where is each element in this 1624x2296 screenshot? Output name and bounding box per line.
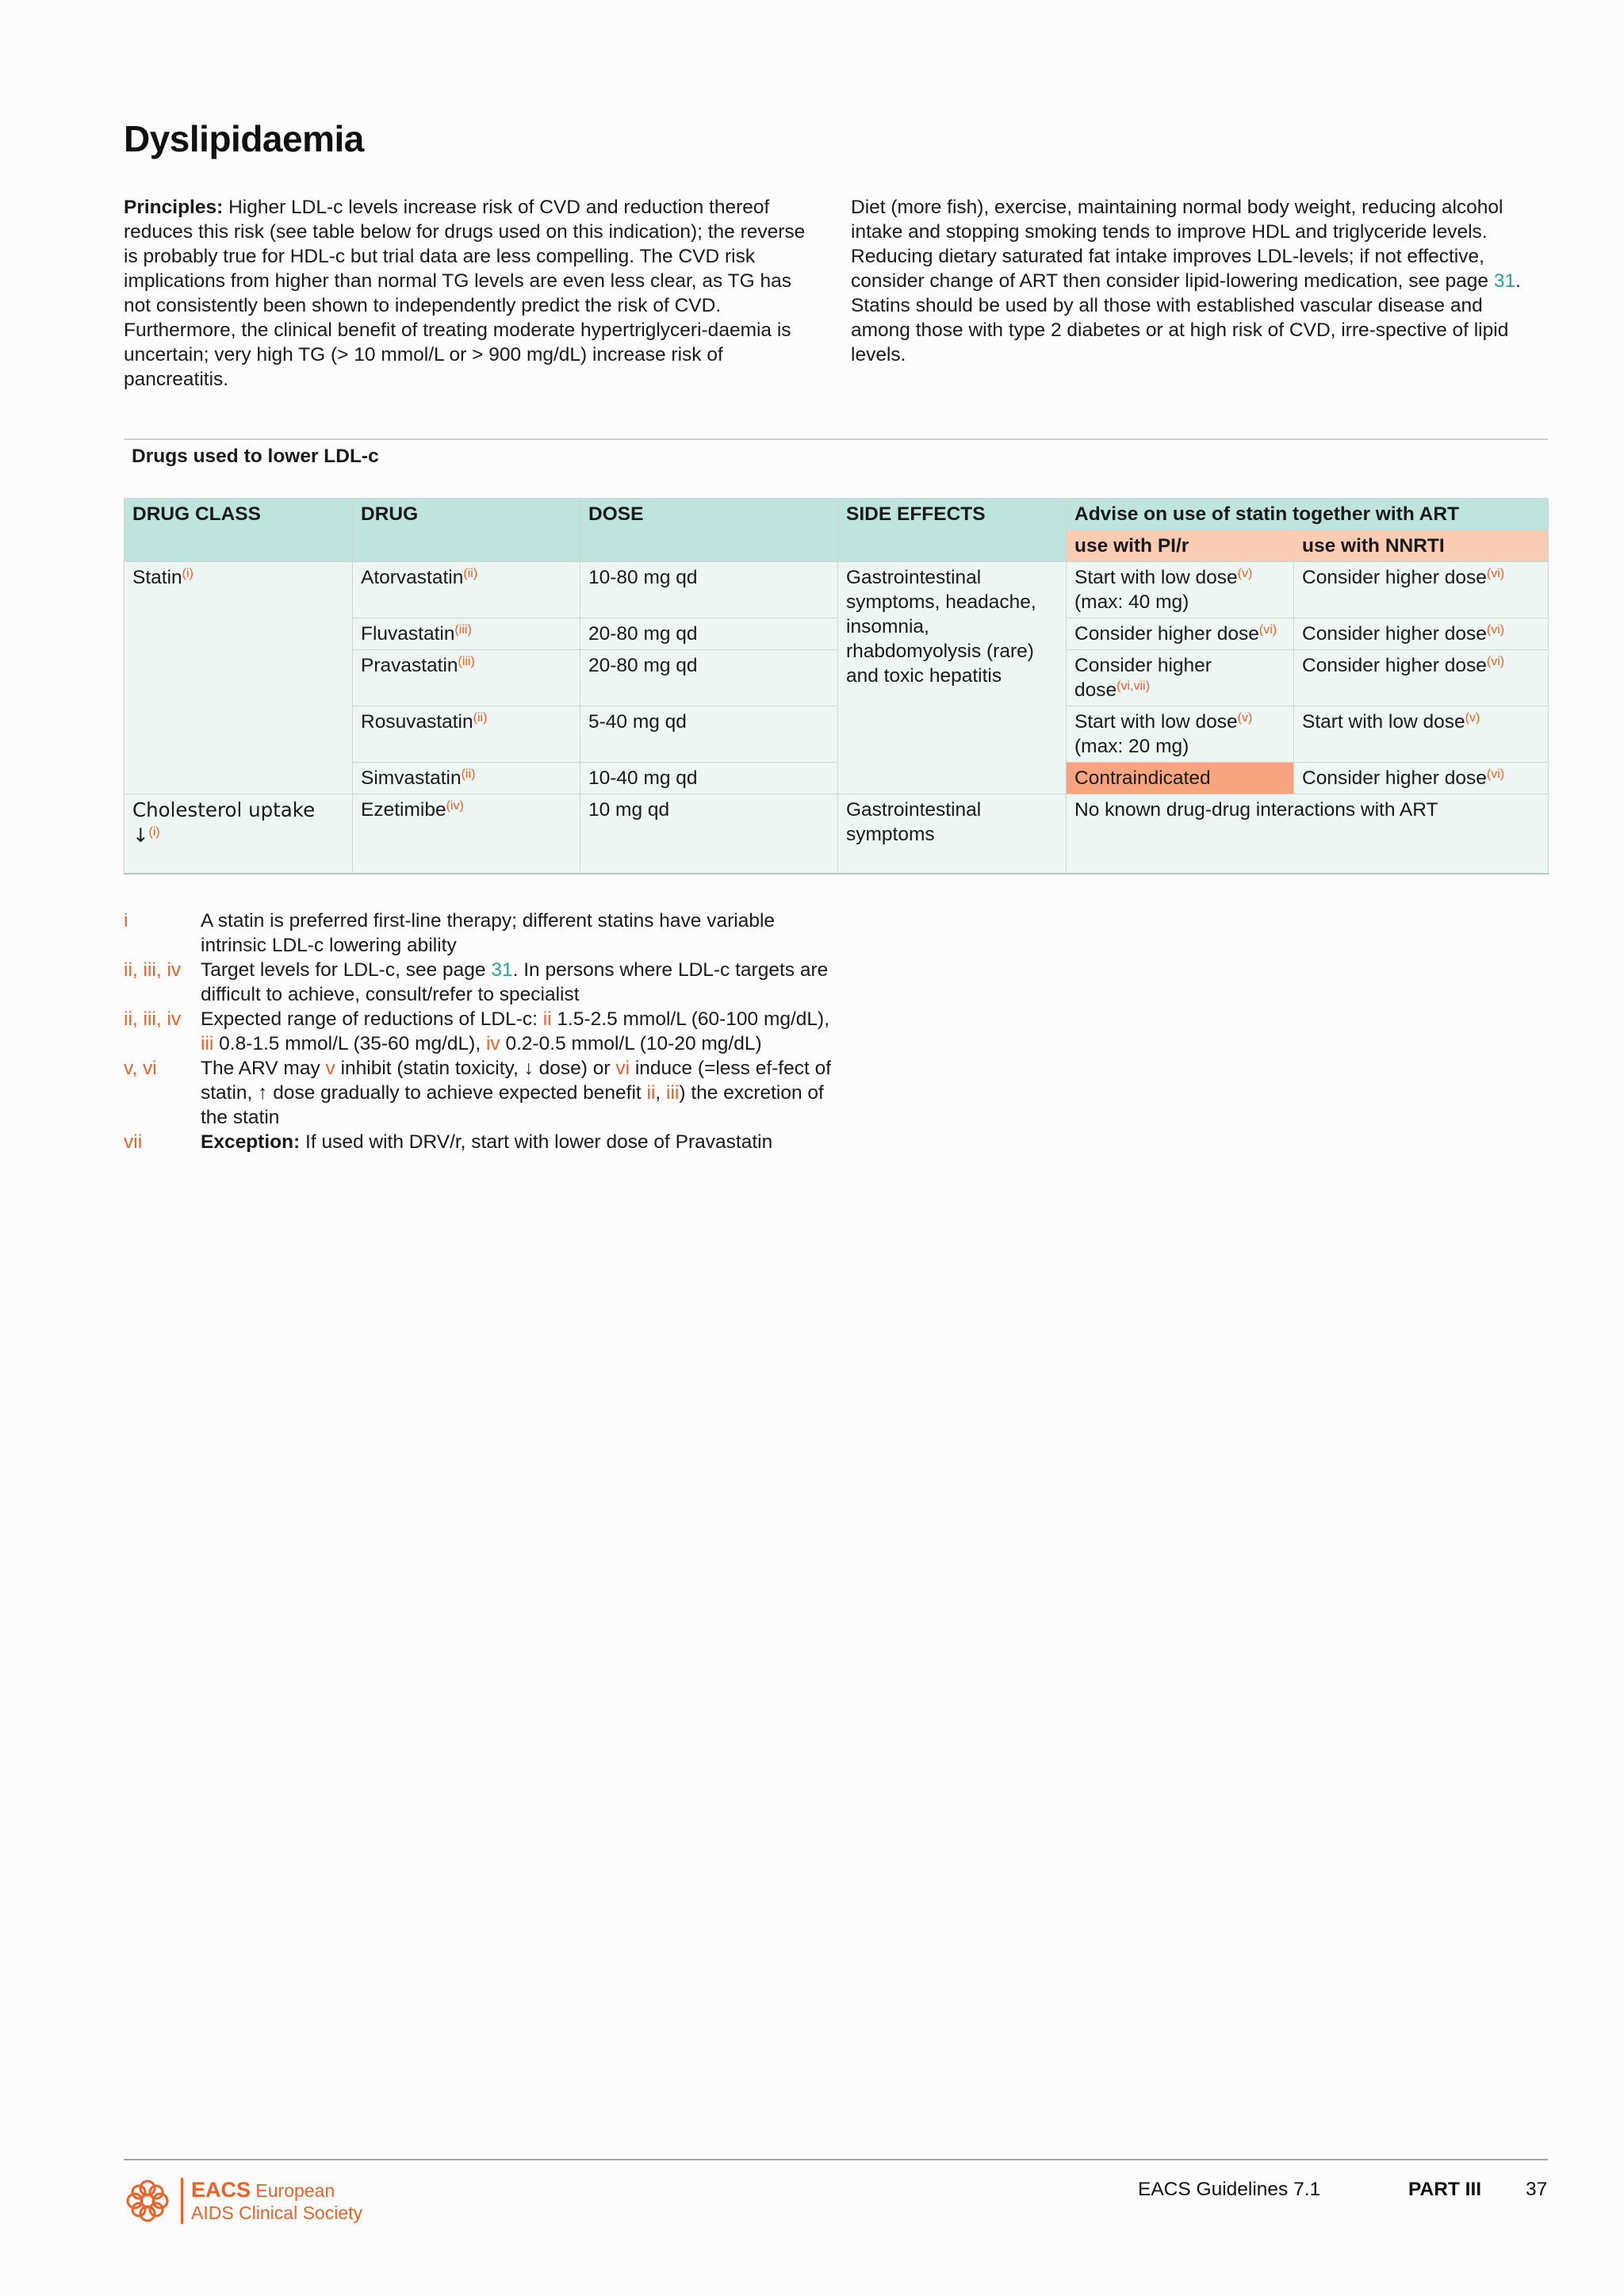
principles-text: Higher LDL-c levels increase risk of CVD and reduction thereof reduces this risk (see table below for drugs used on this indication); the reverse is probably true for HDL-c but trial data are less compelling. The CVD risk implications from higher than normal TG levels are even less clear, as TG has not consistently been shown to independently predict the risk of CVD. Furthermore, the clinical benefit of treating moderate hypertriglyceri-daemia is uncertain; very high TG (> 10 mmol/L or > 900 mg/dL) increase risk of pancreatitis. [124,197,806,390]
statin-side-effects-cell: Gastrointestinal symptoms, headache, insomnia, rhabdomyolysis (rare) and toxic hepatitis [838,562,1067,794]
footnote-key: ii, iii, iv [124,1008,182,1030]
table-header-row [124,499,1549,530]
principles-label: Principles: [124,197,224,218]
eacs-logo [124,2175,362,2226]
intro-right-text-2: . Statins should be used by all those with established vascular disease and among those with type 2 diabetes or at high risk of CVD, irre-spective of lipid levels. [851,270,1521,365]
page-number: 37 [1526,2179,1548,2200]
logo-text: EACS European AIDS Clinical Society [191,2177,363,2223]
footnote-text: Expected range of reductions of LDL-c: ii 1.5-2.5 mmol/L (60-100 mg/dL), iii 0.8-1.5 mmol/L (35-60 mg/dL), iv 0.2-0.5 mmol/L (10-20 mg/dL) [201,1008,830,1054]
advise-cell: No known drug-drug interactions with ART [1067,794,1549,874]
nnrti-cell: Start with low dose$^{(v)}$ [1294,706,1549,763]
dose-cell: 5-40 mg qd [580,706,838,763]
col-side-effects: SIDE EFFECTS [838,499,1067,562]
dose-cell: 20-80 mg qd [580,650,838,706]
drug-cell: Rosuvastatin$^{(ii)}$ [353,706,580,763]
pi-cell: Consider higher dose$^{(vi)}$ [1067,618,1294,650]
side-effects-cell: Gastrointestinal symptoms [838,794,1067,874]
table-row [124,562,1549,618]
nnrti-cell: Consider higher dose$^{(vi)}$ [1294,562,1549,618]
footnote [124,1056,837,1130]
dose-cell: 10 mg qd [580,794,838,874]
col-nnrti: use with NNRTI [1294,530,1549,562]
divider [124,438,1548,440]
table-title: Drugs used to lower LDL-c [132,446,379,467]
footnote-key: vii [124,1131,143,1153]
eacs-emblem-icon [124,2177,171,2225]
footer-divider [124,2159,1548,2160]
part-label: PART III [1408,2179,1482,2200]
footnote-key: v, vi [124,1058,157,1079]
chol-class-cell: Cholesterol uptake ↓$^{(i)}$ [124,794,353,874]
table-row [124,794,1549,874]
footnote [124,909,837,958]
logo-separator [181,2178,183,2224]
intro-right [851,195,1541,367]
dose-cell: 10-40 mg qd [580,763,838,794]
col-advise: Advise on use of statin together with ART [1067,499,1549,530]
pi-cell: Start with low dose$^{(v)}$ (max: 40 mg) [1067,562,1294,618]
drug-cell: Pravastatin$^{(iii)}$ [353,650,580,706]
nnrti-cell: Consider higher dose$^{(vi)}$ [1294,650,1549,706]
nnrti-cell: Consider higher dose$^{(vi)}$ [1294,763,1549,794]
col-drug-class: DRUG CLASS [124,499,353,562]
drug-cell: Ezetimibe$^{(iv)}$ [353,794,580,874]
footnote-text: The ARV may v inhibit (statin toxicity, ↓ dose) or vi induce (=less ef-fect of statin, ↑ dose gradually to achieve expected benefit ii, iii) the excretion of the statin [201,1058,832,1128]
page [124,0,1548,2296]
drug-table [124,498,1549,874]
page-link[interactable]: 31 [1493,270,1516,292]
col-dose: DOSE [580,499,838,562]
footnote-text: Target levels for LDL-c, see page 31. In persons where LDL-c targets are difficult to achieve, consult/refer to specialist [201,959,829,1005]
footnotes [124,909,837,1154]
statin-class-cell: Statin$^{(i)}$ [124,562,353,794]
pi-cell: Consider higher dose$^{(vi,vii)}$ [1067,650,1294,706]
col-drug: DRUG [353,499,580,562]
page-title: Dyslipidaemia [124,118,364,159]
footnote-key: i [124,910,128,932]
intro-right-text-1: Diet (more fish), exercise, maintaining normal body weight, reducing alcohol intake and stopping smoking tends to improve HDL and triglyceride levels. Reducing dietary saturated fat intake improves LDL-levels; if not effective, consider change of ART then consider lipid-lowering medication, see page [851,197,1503,292]
dose-cell: 10-80 mg qd [580,562,838,618]
footnote [124,958,837,1007]
contraindicated-cell: Contraindicated [1067,763,1294,794]
col-pi: use with PI/r [1067,530,1294,562]
drug-cell: Simvastatin$^{(ii)}$ [353,763,580,794]
drug-cell: Fluvastatin$^{(iii)}$ [353,618,580,650]
page-link[interactable]: 31 [491,959,513,981]
footnote-text: A statin is preferred first-line therapy; different statins have variable intrinsic LDL-c lowering ability [201,910,776,956]
footnote-key: ii, iii, iv [124,959,182,981]
intro-left [124,195,814,392]
guidelines-label: EACS Guidelines 7.1 [1138,2179,1321,2200]
pi-cell: Start with low dose$^{(v)}$ (max: 20 mg) [1067,706,1294,763]
footnote [124,1007,837,1056]
drug-cell: Atorvastatin$^{(ii)}$ [353,562,580,618]
footnote-text: Exception: If used with DRV/r, start with lower dose of Pravastatin [201,1131,773,1153]
dose-cell: 20-80 mg qd [580,618,838,650]
footnote [124,1130,837,1154]
nnrti-cell: Consider higher dose$^{(vi)}$ [1294,618,1549,650]
